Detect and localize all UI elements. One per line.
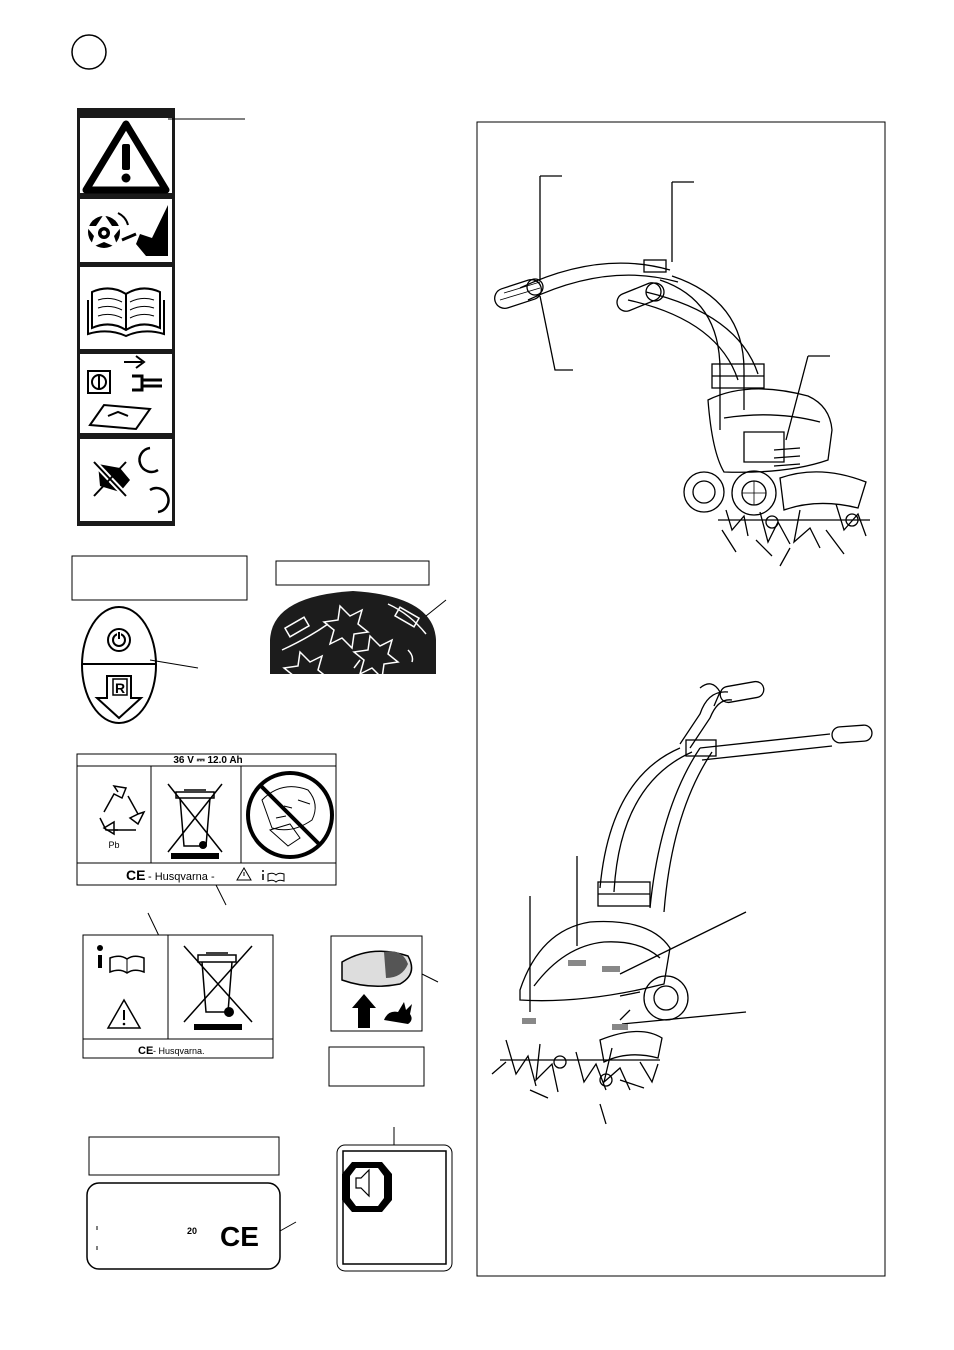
charger-label xyxy=(83,935,273,1058)
leader-line xyxy=(216,885,226,905)
leader-line xyxy=(280,1222,296,1231)
rating-plate-year: 20 xyxy=(187,1226,198,1236)
tiller-front-view-illustration xyxy=(492,680,873,1124)
label-box-blank xyxy=(89,1137,279,1175)
brand-name: - Husqvarna - xyxy=(148,871,215,883)
start-reverse-switch-label xyxy=(82,607,156,723)
reverse-letter: R xyxy=(114,680,126,696)
leader-line xyxy=(426,600,446,616)
sound-power-icon xyxy=(342,1162,392,1212)
label-box-blank xyxy=(329,1047,424,1086)
warning-symbol-strip xyxy=(77,108,175,526)
leader-line xyxy=(148,913,160,938)
ce-mark: CE xyxy=(220,1221,259,1252)
battery-rating: 36 V ⎓ 12.0 Ah xyxy=(173,755,243,766)
speed-selector-label xyxy=(331,936,422,1031)
leader-line xyxy=(422,974,438,982)
battery-label xyxy=(77,754,336,885)
tine-assembly-decal xyxy=(270,591,436,694)
ce-mark: CE xyxy=(126,867,146,883)
tiller-rear-view-illustration xyxy=(492,176,870,566)
language-circle xyxy=(72,35,106,69)
ce-mark: CE xyxy=(138,1045,154,1057)
label-box-blank xyxy=(72,556,247,600)
leader-line xyxy=(150,660,198,668)
label-box-blank xyxy=(276,561,429,585)
brand-name: - Husqvarna. xyxy=(153,1046,205,1056)
lead-symbol: Pb xyxy=(108,840,120,850)
